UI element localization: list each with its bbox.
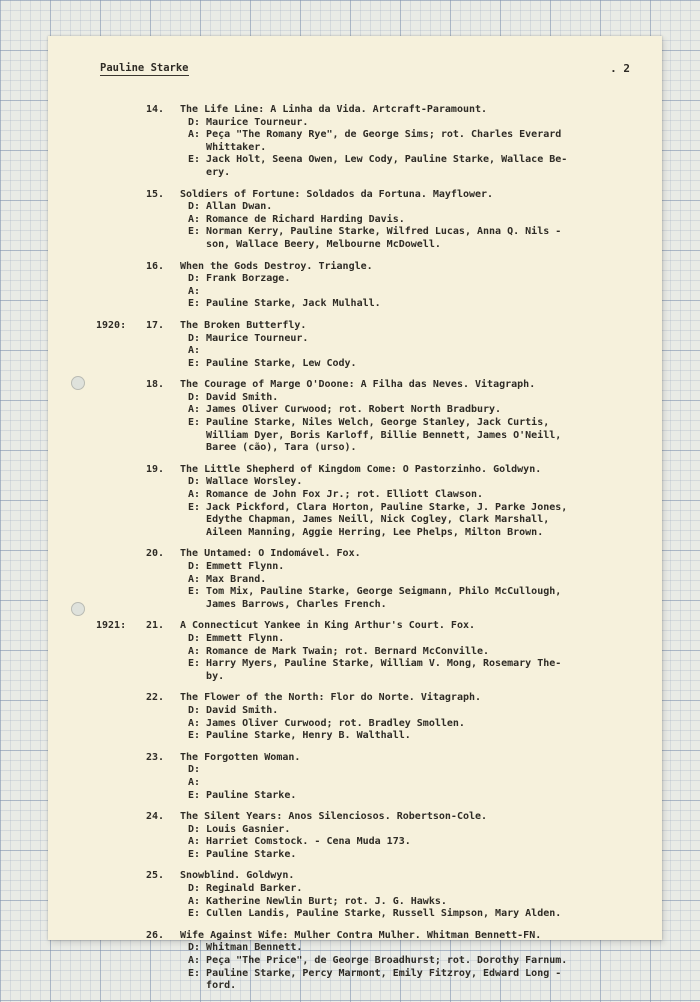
credit-line: James Barrows, Charles French. — [188, 598, 387, 610]
entry-number: 19. — [146, 463, 165, 475]
credit-line: A: — [188, 285, 201, 297]
film-entry — [96, 811, 644, 861]
credit-line: son, Wallace Beery, Melbourne McDowell. — [188, 238, 441, 250]
credit-line: E: Pauline Starke, Jack Mulhall. — [188, 298, 381, 310]
credit-line: A: Harriet Comstock. - Cena Muda 173. — [188, 836, 411, 848]
credit-line: Aileen Manning, Aggie Herring, Lee Phelps, Milton Brown. — [188, 526, 544, 538]
year-label: 1921: — [96, 620, 127, 632]
credit-line: D: Maurice Tourneur. — [188, 116, 309, 128]
credit-line: D: Frank Borzage. — [188, 273, 291, 285]
credit-line: ery. — [188, 166, 231, 178]
film-title: The Silent Years: Anos Silenciosos. Robertson-Cole. — [180, 811, 488, 823]
credit-line: A: Romance de Richard Harding Davis. — [188, 213, 405, 225]
credit-line: Baree (cão), Tara (urso). — [188, 442, 357, 454]
entry-number: 23. — [146, 751, 165, 763]
film-title: Soldiers of Fortune: Soldados da Fortuna. Mayflower. — [180, 188, 494, 200]
film-entry — [96, 870, 644, 920]
film-entry — [96, 189, 644, 252]
page-number: . 2 — [610, 62, 630, 75]
credit-line: A: Max Brand. — [188, 573, 267, 585]
film-entry — [96, 104, 644, 180]
credit-line: A: Peça "The Romany Rye", de George Sims; rot. Charles Everard — [188, 129, 562, 141]
credit-line: A: Peça "The Price", de George Broadhurst; rot. Dorothy Farnum. — [188, 955, 568, 967]
credit-line: E: Pauline Starke, Niles Welch, George Stanley, Jack Curtis, — [188, 417, 550, 429]
film-title: Snowblind. Goldwyn. — [180, 870, 295, 882]
entry-number: 22. — [146, 692, 165, 704]
credit-line: E: Pauline Starke, Lew Cody. — [188, 357, 357, 369]
credit-line: D: — [188, 764, 201, 776]
film-entry — [96, 379, 644, 455]
credit-line: A: — [188, 345, 201, 357]
credit-line: D: Whitman Bennett. — [188, 942, 303, 954]
film-entry — [96, 548, 644, 611]
credit-line: D: Louis Gasnier. — [188, 823, 291, 835]
year-label: 1920: — [96, 319, 127, 331]
entry-number: 18. — [146, 379, 165, 391]
credit-line: A: Katherine Newlin Burt; rot. J. G. Hawks. — [188, 895, 447, 907]
film-entry — [96, 261, 644, 311]
punch-hole — [71, 376, 85, 390]
credit-line: D: Emmett Flynn. — [188, 632, 285, 644]
header-name: Pauline Starke — [100, 62, 189, 74]
film-title: The Forgotten Woman. — [180, 751, 301, 763]
punch-hole — [71, 602, 85, 616]
credit-line: D: Emmett Flynn. — [188, 561, 285, 572]
entry-number: 15. — [146, 188, 165, 200]
film-title: When the Gods Destroy. Triangle. — [180, 260, 373, 272]
entry-number: 20. — [146, 548, 165, 560]
credit-line: A: Romance de John Fox Jr.; rot. Elliott Clawson. — [188, 489, 484, 501]
credit-line: D: David Smith. — [188, 704, 279, 716]
film-title: Wife Against Wife: Mulher Contra Mulher. Whitman Bennett-FN. — [180, 929, 542, 941]
credit-line: D: Wallace Worsley. — [188, 476, 303, 488]
credit-line: by. — [188, 670, 225, 682]
credit-line: E: Pauline Starke, Henry B. Walthall. — [188, 730, 411, 742]
film-title: A Connecticut Yankee in King Arthur's Court. Fox. — [180, 620, 476, 632]
entry-number: 26. — [146, 929, 165, 941]
entry-number: 14. — [146, 104, 165, 115]
credit-line: D: Allan Dwan. — [188, 201, 273, 213]
credit-line: E: Jack Pickford, Clara Horton, Pauline Starke, J. Parke Jones, — [188, 501, 568, 513]
film-title: The Life Line: A Linha da Vida. Artcraft-Paramount. — [180, 104, 488, 115]
credit-line: Whittaker. — [188, 141, 267, 153]
credit-line: E: Tom Mix, Pauline Starke, George Seigmann, Philo McCullough, — [188, 586, 562, 598]
credit-line: E: Harry Myers, Pauline Starke, William V. Mong, Rosemary The- — [188, 658, 562, 670]
credit-line: E: Pauline Starke, Percy Marmont, Emily Fitzroy, Edward Long - — [188, 967, 562, 979]
entry-number: 21. — [146, 620, 165, 632]
film-entry — [96, 464, 644, 540]
entry-number: 17. — [146, 319, 165, 331]
film-title: The Untamed: O Indomável. Fox. — [180, 548, 361, 560]
credit-line: E: Pauline Starke. — [188, 789, 297, 801]
entry-number: 16. — [146, 260, 165, 272]
credit-line: D: Reginald Barker. — [188, 883, 303, 895]
credit-line: D: David Smith. — [188, 391, 279, 403]
document-sheet — [48, 36, 662, 992]
credit-line: William Dyer, Boris Karloff, Billie Bennett, James O'Neill, — [188, 429, 562, 441]
credit-line: A: James Oliver Curwood; rot. Robert North Bradbury. — [188, 404, 502, 416]
film-entry — [96, 692, 644, 742]
film-title: The Courage of Marge O'Doone: A Filha das Neves. Vitagraph. — [180, 379, 536, 391]
credit-line: E: Cullen Landis, Pauline Starke, Russell Simpson, Mary Alden. — [188, 908, 562, 920]
film-entry — [96, 930, 644, 993]
entry-number: 25. — [146, 870, 165, 882]
film-title: The Little Shepherd of Kingdom Come: O Pastorzinho. Goldwyn. — [180, 463, 542, 475]
film-entry — [96, 620, 644, 683]
page-header — [100, 62, 640, 80]
film-entry — [96, 752, 644, 802]
entry-number: 24. — [146, 811, 165, 823]
film-entry — [96, 320, 644, 370]
credit-line: E: Jack Holt, Seena Owen, Lew Cody, Pauline Starke, Wallace Be- — [188, 154, 568, 166]
credit-line: E: Norman Kerry, Pauline Starke, Wilfred Lucas, Anna Q. Nils - — [188, 226, 562, 238]
filmography-list — [96, 104, 644, 1002]
credit-line: A: James Oliver Curwood; rot. Bradley Smollen. — [188, 717, 465, 729]
credit-line: A: Romance de Mark Twain; rot. Bernard McConville. — [188, 645, 490, 657]
credit-line: A: — [188, 776, 201, 788]
credit-line: Edythe Chapman, James Neill, Nick Cogley, Clark Marshall, — [188, 514, 550, 526]
film-title: The Broken Butterfly. — [180, 319, 307, 331]
film-title: The Flower of the North: Flor do Norte. Vitagraph. — [180, 692, 482, 704]
credit-line: D: Maurice Tourneur. — [188, 332, 309, 344]
credit-line: E: Pauline Starke. — [188, 848, 297, 860]
credit-line: ford. — [188, 980, 237, 992]
